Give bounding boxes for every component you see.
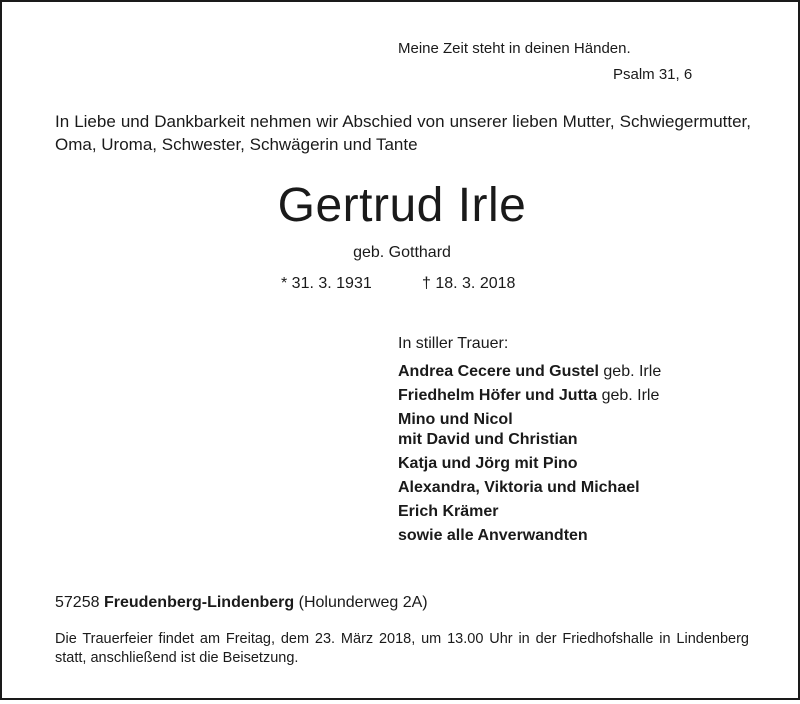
mourner-entry xyxy=(398,478,661,498)
mourner-name: Friedhelm Höfer und Jutta xyxy=(398,387,598,404)
birth-date: * 31. 3. 1931 xyxy=(281,275,372,292)
address-zip: 57258 xyxy=(55,594,100,611)
family-address xyxy=(55,594,428,612)
mourner-name: sowie alle Anverwandten xyxy=(398,527,588,544)
mourners-list xyxy=(398,362,661,550)
address-street: (Holunderweg 2A) xyxy=(298,594,428,611)
mourner-entry xyxy=(398,454,661,474)
mourner-name: Erich Krämer xyxy=(398,503,499,520)
mourner-name: Andrea Cecere und Gustel xyxy=(398,363,599,380)
mourner-entry xyxy=(398,526,661,546)
mourning-heading: In stiller Trauer: xyxy=(398,335,509,352)
intro-text: In Liebe und Dankbarkeit nehmen wir Abschied von unserer lieben Mutter, Schwiegermutter, Oma, Uroma, Schwester, Schwägerin und Tante xyxy=(55,112,751,154)
mourner-name: Mino und Nicol xyxy=(398,411,513,428)
mourner-entry xyxy=(398,410,661,430)
mourner-entry xyxy=(398,362,661,382)
mourner-name: mit David und Christian xyxy=(398,431,578,448)
deceased-name: Gertrud Irle xyxy=(277,179,527,232)
mourner-entry xyxy=(398,386,661,406)
psalm-reference: Psalm 31, 6 xyxy=(613,66,693,83)
mourner-entry xyxy=(398,430,661,450)
mourner-entry xyxy=(398,502,661,522)
mourner-note: geb. Irle xyxy=(598,363,662,380)
maiden-name: geb. Gotthard xyxy=(353,244,451,261)
death-date: † 18. 3. 2018 xyxy=(422,275,516,292)
mourner-name: Katja und Jörg mit Pino xyxy=(398,455,578,472)
address-city: Freudenberg-Lindenberg xyxy=(103,594,295,611)
mourner-note: geb. Irle xyxy=(597,387,660,404)
motto-verse: Meine Zeit steht in deinen Händen. xyxy=(398,40,631,57)
mourner-name: Alexandra, Viktoria und Michael xyxy=(398,479,640,496)
service-note: Die Trauerfeier findet am Freitag, dem 23. März 2018, um 13.00 Uhr in der Friedhofshalle in Lindenberg statt, anschließend ist die Beisetzung. xyxy=(55,631,749,666)
